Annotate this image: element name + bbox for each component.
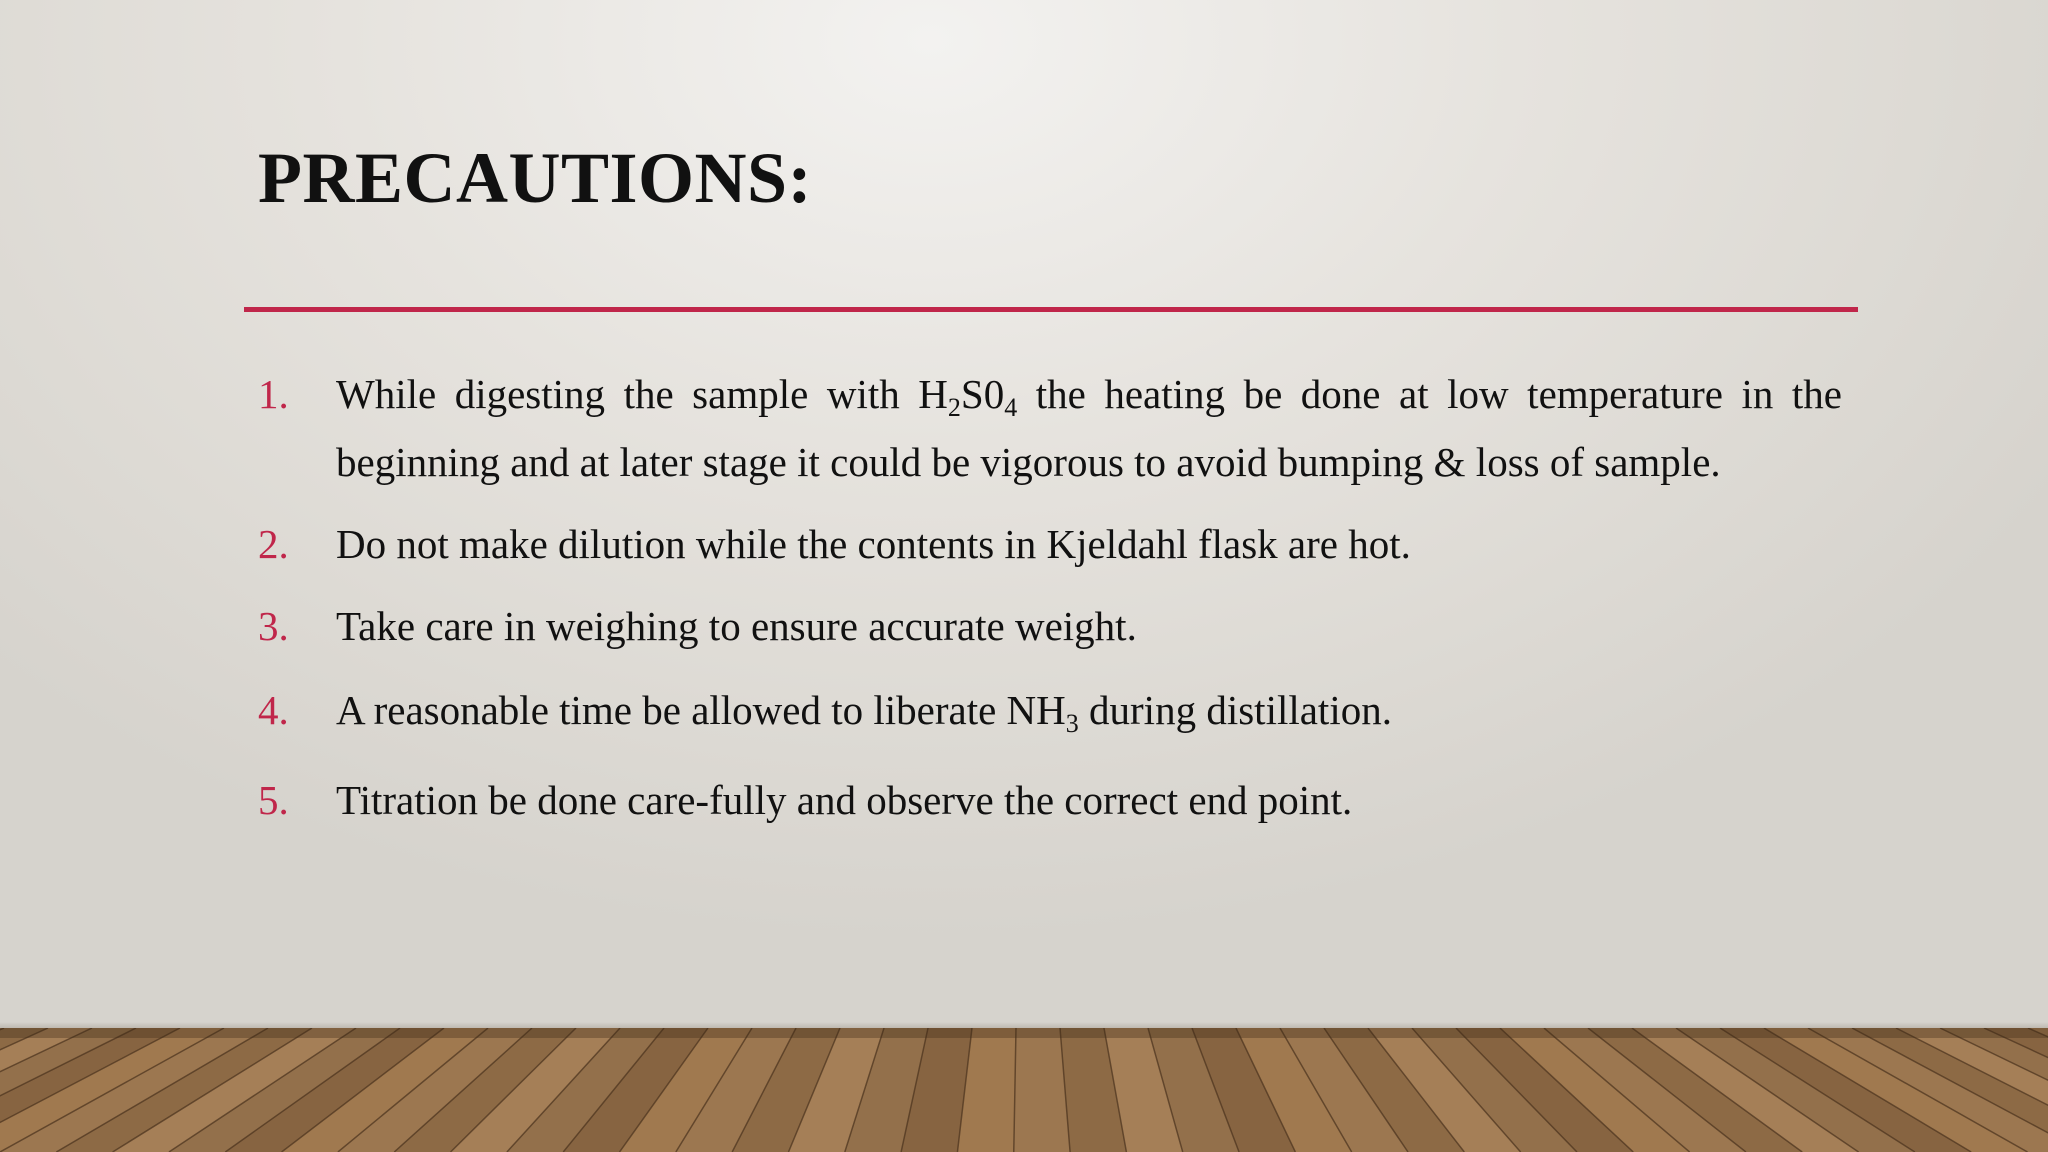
wood-floor [0, 1028, 2048, 1152]
list-item-number: 3. [258, 603, 289, 649]
precautions-list [258, 360, 1842, 834]
subscript: 4 [1004, 393, 1018, 422]
wood-planks [0, 1028, 2048, 1152]
list-item [258, 510, 1842, 578]
list-item-text: Titration be done care-fully and observe the correct end point. [336, 777, 1353, 823]
list-item [258, 592, 1842, 660]
list-item-number: 4. [258, 687, 289, 733]
list-item [258, 676, 1842, 744]
list-item [258, 766, 1842, 834]
list-item-text: Do not make dilution while the contents in Kjeldahl flask are hot. [336, 521, 1411, 567]
title-divider [244, 307, 1858, 312]
list-item-text: While digesting the sample with $H_2S0_4$ the heating be done at low temperature in the beginning and at later stage it could be vigorous to avoid bumping & loss of sample. [336, 371, 1842, 485]
subscript: 3 [1065, 709, 1079, 738]
list-item-number: 5. [258, 777, 289, 823]
list-item-text: A reasonable time be allowed to liberate $NH_3$ during distillation. [336, 687, 1392, 738]
list-item-text: Take care in weighing to ensure accurate weight. [336, 603, 1137, 649]
list-item-number: 2. [258, 521, 289, 567]
floor-edge-shade [0, 1028, 2048, 1038]
subscript: 2 [947, 393, 961, 422]
list-item [258, 360, 1842, 496]
slide-title: PRECAUTIONS: [258, 138, 813, 218]
list-item-number: 1. [258, 371, 289, 417]
